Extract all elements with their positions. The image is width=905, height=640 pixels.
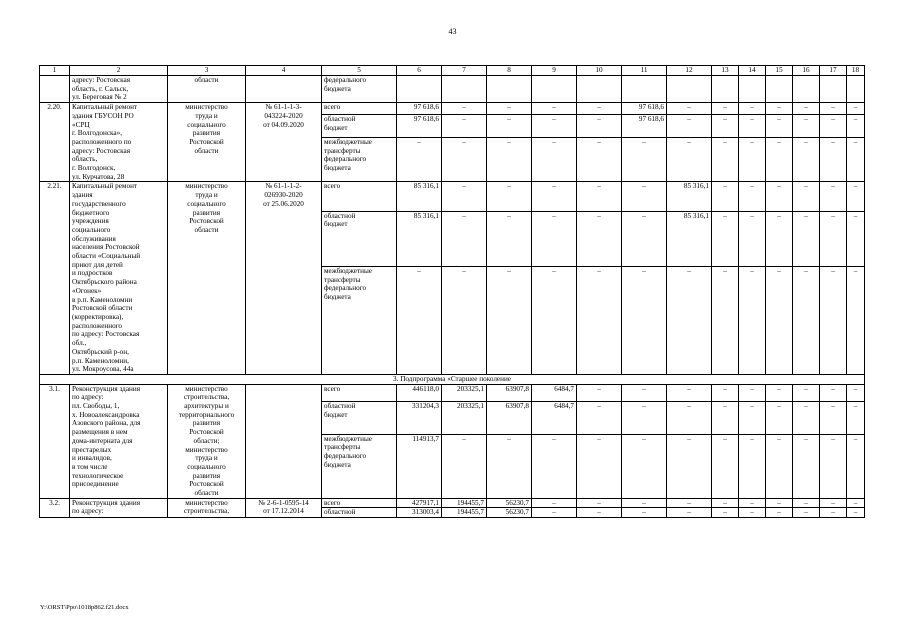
funding-value	[712, 76, 739, 103]
object-name: Реконструкция здания по адресу: пл. Свободы, 1, х. Новоалександровка Азовского района, для размещения в нем дома-интерната для престарелых и инвалидов, в том числе технологическое присоединение	[70, 384, 168, 498]
funding-source: всего	[322, 182, 397, 211]
funding-value: –	[577, 211, 622, 266]
funding-value: –	[622, 434, 667, 498]
funding-value: –	[793, 498, 820, 508]
funding-value: –	[442, 267, 487, 375]
funding-value: –	[487, 434, 532, 498]
funding-value: –	[766, 103, 793, 115]
funding-value: 56230,7	[487, 508, 532, 518]
funding-value: –	[793, 115, 820, 138]
funding-value: –	[397, 137, 442, 181]
funding-value: –	[739, 182, 766, 211]
funding-value: –	[622, 182, 667, 211]
funding-source: межбюджетные трансферты федерального бюджета	[322, 137, 397, 181]
file-path-footer: Y:\ORST\Ppo\1018p862.f21.docx	[40, 604, 129, 611]
funding-value	[739, 76, 766, 103]
funding-value: –	[793, 103, 820, 115]
funding-value: –	[712, 137, 739, 181]
funding-value: –	[577, 182, 622, 211]
document-ref	[246, 76, 322, 103]
column-number: 7	[442, 66, 487, 76]
column-number: 18	[847, 66, 865, 76]
object-name: адресу: Ростовская область, г. Сальск, ул. Береговая № 2	[70, 76, 168, 103]
funding-value: –	[739, 401, 766, 434]
column-number: 8	[487, 66, 532, 76]
funding-source: областной	[322, 508, 397, 518]
funding-value: –	[793, 211, 820, 266]
funding-value: 203325,1	[442, 384, 487, 401]
funding-value: –	[820, 115, 847, 138]
funding-value: –	[820, 434, 847, 498]
funding-value: 6484,7	[532, 384, 577, 401]
funding-value: –	[766, 498, 793, 508]
table-row	[40, 76, 865, 103]
funding-value: –	[487, 115, 532, 138]
column-number: 3	[168, 66, 246, 76]
funding-value: –	[766, 182, 793, 211]
funding-value: –	[793, 182, 820, 211]
funding-value: –	[739, 211, 766, 266]
funding-value: –	[847, 508, 865, 518]
funding-value: –	[739, 498, 766, 508]
column-number: 9	[532, 66, 577, 76]
funding-value: –	[622, 508, 667, 518]
funding-value	[532, 76, 577, 103]
funding-value: –	[442, 115, 487, 138]
executor: области	[168, 76, 246, 103]
funding-value: –	[820, 401, 847, 434]
funding-value	[820, 76, 847, 103]
funding-source: областной бюджет	[322, 115, 397, 138]
document-ref: № 61-1-1-3- 043224-2020 от 04.09.2020	[246, 103, 322, 182]
funding-value: –	[847, 115, 865, 138]
column-number: 16	[793, 66, 820, 76]
funding-value: –	[820, 211, 847, 266]
funding-value: –	[820, 508, 847, 518]
funding-value: –	[442, 137, 487, 181]
column-number: 6	[397, 66, 442, 76]
row-number: 2.20.	[40, 103, 70, 182]
page-number: 43	[448, 27, 457, 36]
funding-value: 85 316,1	[667, 211, 712, 266]
funding-value: –	[820, 498, 847, 508]
funding-source: всего	[322, 103, 397, 115]
funding-value: 114913,7	[397, 434, 442, 498]
funding-value: –	[766, 508, 793, 518]
funding-value: –	[766, 434, 793, 498]
funding-value: –	[712, 115, 739, 138]
funding-value: –	[577, 115, 622, 138]
funding-value: –	[712, 103, 739, 115]
funding-value	[667, 76, 712, 103]
funding-value: –	[820, 137, 847, 181]
funding-value	[487, 76, 532, 103]
funding-value: –	[397, 267, 442, 375]
funding-value: –	[847, 211, 865, 266]
table-row	[40, 384, 865, 401]
executor: министерство труда и социального развития Ростовской области	[168, 182, 246, 374]
section-header-row	[40, 374, 865, 384]
funding-value: –	[712, 434, 739, 498]
funding-value: –	[442, 182, 487, 211]
funding-value: –	[712, 182, 739, 211]
funding-value: –	[739, 384, 766, 401]
funding-value	[766, 76, 793, 103]
column-number: 10	[577, 66, 622, 76]
funding-value: –	[667, 103, 712, 115]
document-ref	[246, 384, 322, 498]
funding-value: –	[712, 498, 739, 508]
program-table	[39, 65, 865, 518]
column-number: 11	[622, 66, 667, 76]
funding-source: областной бюджет	[322, 401, 397, 434]
column-number: 13	[712, 66, 739, 76]
document-ref: № 61-1-1-2- 026930-2020 от 25.06.2020	[246, 182, 322, 374]
funding-value: 56230,7	[487, 498, 532, 508]
column-number: 4	[246, 66, 322, 76]
funding-value: –	[442, 211, 487, 266]
funding-value: –	[739, 115, 766, 138]
column-number: 1	[40, 66, 70, 76]
funding-value: 446118,0	[397, 384, 442, 401]
funding-value: –	[577, 267, 622, 375]
header-row	[40, 66, 865, 76]
funding-value: –	[487, 211, 532, 266]
funding-value: –	[766, 115, 793, 138]
funding-value	[577, 76, 622, 103]
funding-value: –	[622, 211, 667, 266]
funding-value: –	[739, 267, 766, 375]
funding-value: 194455,7	[442, 508, 487, 518]
funding-value: –	[847, 384, 865, 401]
funding-value: –	[766, 384, 793, 401]
funding-source: межбюджетные трансферты федерального бюджета	[322, 434, 397, 498]
row-number: 2.21.	[40, 182, 70, 374]
funding-value: –	[442, 103, 487, 115]
funding-value: –	[532, 434, 577, 498]
funding-value: 63907,8	[487, 384, 532, 401]
funding-value: 6484,7	[532, 401, 577, 434]
funding-value: –	[793, 401, 820, 434]
funding-value: –	[532, 211, 577, 266]
column-number-header	[40, 66, 865, 76]
funding-value: –	[847, 137, 865, 181]
funding-value: –	[667, 434, 712, 498]
object-name: Капитальный ремонт здания государственного бюджетного учреждения социального обслуживания населения Ростовской области «Социальный приют для детей и подростков Октябрьского района «Огонек» в р.п. Каменоломни Ростовской области (корректировка), расположенного по адресу: Ростовская обл., Октябрьский р-он, р.п. Каменоломни, ул. Мокроусова, 44а	[70, 182, 168, 374]
funding-value: –	[793, 384, 820, 401]
funding-value: –	[622, 267, 667, 375]
executor: министерство строительства, архитектуры и территориального развития Ростовской области; министерство труда и социального развития Ростовской области	[168, 384, 246, 498]
funding-value: –	[532, 182, 577, 211]
funding-value: 85 316,1	[667, 182, 712, 211]
funding-value: –	[442, 434, 487, 498]
column-number: 2	[70, 66, 168, 76]
funding-value	[793, 76, 820, 103]
funding-value: –	[622, 384, 667, 401]
funding-value: 97 618,6	[397, 115, 442, 138]
funding-value: –	[847, 434, 865, 498]
funding-value: –	[739, 103, 766, 115]
funding-value	[847, 76, 865, 103]
funding-value: 427917,1	[397, 498, 442, 508]
funding-value: –	[793, 434, 820, 498]
funding-value: –	[667, 401, 712, 434]
funding-value: –	[712, 508, 739, 518]
object-name: Капитальный ремонт здания ГБУСОН РО «СРЦ г. Волгодонска», расположенного по адресу: Ростовская область, г. Волгодонск, ул. Курчатова, 28	[70, 103, 168, 182]
funding-value: –	[766, 211, 793, 266]
funding-value: –	[793, 267, 820, 375]
funding-value: –	[667, 115, 712, 138]
funding-value: –	[766, 401, 793, 434]
funding-source: межбюджетные трансферты федерального бюджета	[322, 267, 397, 375]
funding-value: –	[577, 508, 622, 518]
funding-value: –	[487, 267, 532, 375]
funding-value: –	[712, 401, 739, 434]
funding-value: –	[577, 103, 622, 115]
funding-value: –	[487, 103, 532, 115]
column-number: 15	[766, 66, 793, 76]
funding-value: –	[820, 103, 847, 115]
row-number	[40, 76, 70, 103]
funding-value: –	[532, 267, 577, 375]
funding-source: федерального бюджета	[322, 76, 397, 103]
funding-value: –	[532, 103, 577, 115]
funding-value: –	[667, 137, 712, 181]
funding-value: –	[667, 498, 712, 508]
executor: министерство труда и социального развития Ростовской области	[168, 103, 246, 182]
column-number: 12	[667, 66, 712, 76]
funding-value: –	[577, 401, 622, 434]
table-row	[40, 103, 865, 115]
funding-value: 97 618,6	[622, 115, 667, 138]
funding-value: –	[766, 137, 793, 181]
funding-value	[442, 76, 487, 103]
funding-value: 85 316,1	[397, 211, 442, 266]
funding-value: –	[532, 137, 577, 181]
funding-source: областной бюджет	[322, 211, 397, 266]
funding-value: –	[847, 182, 865, 211]
funding-value: –	[820, 384, 847, 401]
funding-value: –	[667, 384, 712, 401]
funding-value: –	[577, 434, 622, 498]
funding-value: –	[577, 498, 622, 508]
funding-value: –	[577, 384, 622, 401]
row-number: 3.1.	[40, 384, 70, 498]
funding-value: 63907,8	[487, 401, 532, 434]
funding-value: –	[820, 267, 847, 375]
funding-value: –	[739, 508, 766, 518]
column-number: 17	[820, 66, 847, 76]
funding-value: –	[487, 137, 532, 181]
funding-value: 313003,4	[397, 508, 442, 518]
column-number: 14	[739, 66, 766, 76]
funding-value: –	[532, 508, 577, 518]
funding-value: 85 316,1	[397, 182, 442, 211]
table-body	[40, 76, 865, 518]
funding-value: –	[739, 137, 766, 181]
executor: министерство строительства,	[168, 498, 246, 517]
funding-value: –	[622, 498, 667, 508]
funding-value: –	[847, 103, 865, 115]
funding-value: –	[712, 211, 739, 266]
funding-value: –	[622, 401, 667, 434]
funding-value: 194455,7	[442, 498, 487, 508]
funding-source: всего	[322, 498, 397, 508]
funding-value: –	[793, 508, 820, 518]
funding-value: –	[532, 498, 577, 508]
funding-value: –	[820, 182, 847, 211]
funding-value: –	[766, 267, 793, 375]
funding-value: –	[739, 434, 766, 498]
funding-value: 203325,1	[442, 401, 487, 434]
funding-value	[397, 76, 442, 103]
column-number: 5	[322, 66, 397, 76]
funding-value: 97 618,6	[397, 103, 442, 115]
funding-value: –	[622, 137, 667, 181]
document-ref: № 2-6-1-0595-14 от 17.12.2014	[246, 498, 322, 517]
funding-value: –	[847, 267, 865, 375]
funding-source: всего	[322, 384, 397, 401]
funding-value: –	[532, 115, 577, 138]
funding-value: –	[793, 137, 820, 181]
funding-value: –	[577, 137, 622, 181]
table-row	[40, 498, 865, 508]
funding-value: –	[712, 384, 739, 401]
object-name: Реконструкция здания по адресу:	[70, 498, 168, 517]
funding-value: 331204,3	[397, 401, 442, 434]
funding-value: –	[667, 267, 712, 375]
funding-value: –	[847, 401, 865, 434]
table-row	[40, 182, 865, 211]
funding-value: –	[487, 182, 532, 211]
funding-value: –	[667, 508, 712, 518]
section-title: 3. Подпрограмма «Старшее поколение	[40, 374, 865, 384]
funding-value: 97 618,6	[622, 103, 667, 115]
funding-value	[622, 76, 667, 103]
row-number: 3.2.	[40, 498, 70, 517]
funding-value: –	[847, 498, 865, 508]
funding-value: –	[712, 267, 739, 375]
